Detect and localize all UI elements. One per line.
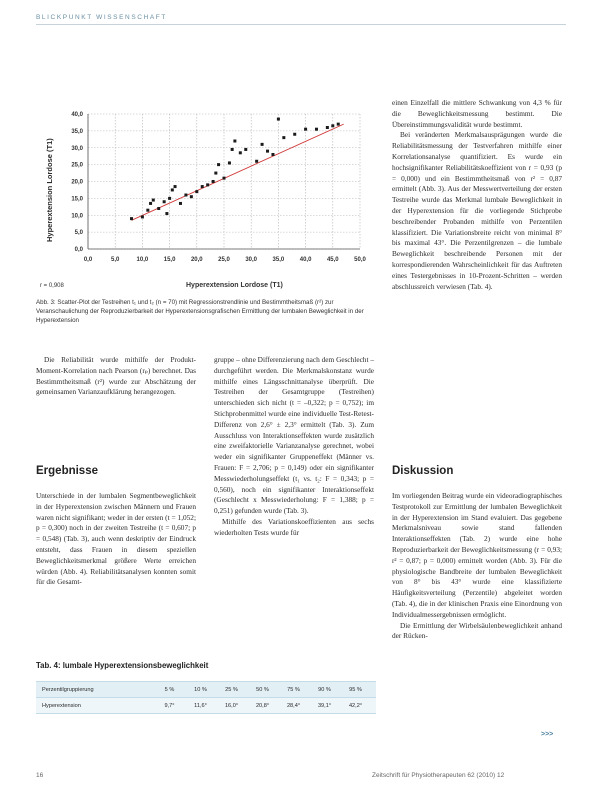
paragraph: Unterschiede in der lumbalen Segmentbeweglichkeit in der Hyperextension zwischen Männern und Frauen waren nicht signifikant; weder in der ersten (t = 1,052; p = 0,300) noch in der zweiten Testreihe (t = 0,607; p = 0,548) (Tab. 3), auch wenn deskriptiv der Eindruck entsteht, dass Frauen in diesem speziellen Beweglichkeitsmerkmal größere Werte erreichen würden (Abb. 4). Reliabilitätsanalysen konnten somit für die Gesamt- [36,491,196,587]
data-point [157,207,160,210]
data-point [130,217,133,220]
x-tick-label: 45,0 [326,257,339,263]
table-cell: 39,1° [317,702,332,709]
section-header: BLICKPUNKT WISSENSCHAFT [36,14,167,21]
journal-footer: Zeitschrift für Physiotherapeuten 62 (2010) 12 [372,772,505,779]
discussion-column [392,491,562,642]
x-tick-label: 30,0 [245,257,258,263]
middle-column [214,355,374,539]
y-tick-label: 40,0 [71,112,83,118]
data-point [244,148,247,151]
data-point [277,118,280,121]
results-paragraph [36,491,196,588]
table-row-label: Hyperextension [42,702,81,709]
y-tick-label: 20,0 [71,179,83,186]
table-header-cell: 90 % [318,686,331,693]
data-point [146,209,149,212]
data-point [163,200,166,203]
table-row [36,697,376,714]
scatter-chart [36,92,375,294]
data-point [184,194,187,197]
figure-caption: Abb. 3: Scatter-Plot der Testreihen t₁ und t₂ (n = 70) mit Regressionstrendlinie und Bestimmtheitsmaß (r²) zur Veranschaulichung der Reproduzierbarkeit der Hyperextensionsgrafischen Ermittlung der lumbalen Beweglichkeit in der Hyperextension [36,299,364,324]
chart-axes [71,112,366,263]
table-header-cell: 95 % [349,686,362,693]
methods-paragraph [36,355,196,398]
y-tick-label: 10,0 [71,213,83,220]
data-point [282,136,285,139]
regression-line [132,124,344,220]
data-point [152,199,155,202]
data-point [195,190,198,193]
table-cell: 16,0° [224,702,239,709]
data-point [266,150,269,153]
data-point [337,123,340,126]
paragraph: gruppe – ohne Differenzierung nach dem Geschlecht – durchgeführt werden. Die Merkmalskonstanz wurde mithilfe eines Längsschnittanalyse überprüft. Die Testreihen der Gesamtgruppe (Testreihen) unterschieden sich nicht (t = –0,322; p = 0,752); im Stichprobenmittel wurde eine individuelle Test-Retest-Differenz von 2,6° ± 2,3° ermittelt (Tab. 3). Zum Ausschluss von Interaktionseffekten wurde zusätzlich eine zweifaktorielle Varianzanalyse gerechnet, wobei weder ein signifikanter Gruppeneffekt (Männer vs. Frauen: F = 2,706; p = 0,149) oder ein signifikanter Messwiederholungseffekt (t₁ vs. t₂: F = 0,343; p = 0,560), noch ein signifikanter Interaktionseffekt (Geschlecht x Messwiederholung: F = 1,388; p = 0,251) gefunden wurde (Tab. 3). [214,355,374,516]
y-tick-label: 5,0 [74,230,83,237]
data-point [168,197,171,200]
data-point [214,172,217,175]
table-header-cell: 5 % [164,686,175,693]
y-tick-label: 15,0 [71,196,83,203]
header-divider [36,24,566,25]
data-point [261,143,264,146]
table-header-row [36,681,376,697]
table-cell: 11,6° [194,702,207,709]
data-point [231,148,234,151]
discussion-heading: Diskussion [392,465,454,477]
table-cell: 9,7° [164,702,175,709]
paragraph: Die Reliabilität wurde mithilfe der Produkt-Moment-Korrelation nach Pearson (rₚ) berechnet. Das Bestimmtheitsmaß (r²) wurde zur Abschätzung der gemeinsamen Varianzaufklärung herangezogen. [36,355,196,397]
table-header-label: Perzentilgruppierung [42,686,94,693]
data-point [228,161,231,164]
y-axis-title: Hyperextension Lordose (T1) [45,138,54,242]
x-axis-title: Hyperextension Lordose (T1) [186,282,283,289]
paragraph: Im vorliegenden Beitrag wurde ein videoradiographisches Testprotokoll zur Ermittlung der lumbalen Beweglichkeit in der Hyperextension im Stand evaluiert. Das gegebene Merkmalsniveau sowie stand fallenden Interaktionseffekten (Tab. 2) wurde eine hohe Reproduzierbarkeit der Beweglichkeitsmessung (r = 0,93; r² = 0,87; p = 0,000) ermittelt worden (Abb. 3). Für die physiologische Bandbreite der lumbalen Beweglichkeit von 8° bis 43° wurde eine klassifizierte Häufigkeitsverteilung (Perzentile) abgeleitet worden (Tab. 4), die in der klinischen Praxis eine Einordnung von Individualmessergebnissen ermöglicht. [392,491,562,619]
data-point [174,185,177,188]
data-point [190,195,193,198]
table-header-cell: 75 % [287,686,300,693]
data-point [255,160,258,163]
table-header-cell: 25 % [225,686,238,693]
table-title: Tab. 4: lumbale Hyperextensionsbeweglichkeit [36,661,209,670]
data-point [315,128,318,131]
paragraph: Die Ermittlung der Wirbelsäulenbeweglichkeit anhand der Rücken- [392,620,562,641]
table-cell: 42,2° [348,702,363,709]
chart-grid [88,114,360,249]
paragraph: Mithilfe des Variationskoeffizienten aus sechs wiederholten Tests wurde für [214,516,374,537]
data-point [165,212,168,215]
data-point [212,180,215,183]
table-header-cell: 10 % [194,686,207,693]
x-tick-label: 15,0 [163,257,176,263]
data-point [326,126,329,129]
table-cell: 20,8° [255,702,270,709]
scatter-chart-svg [36,92,375,294]
data-point [271,153,274,156]
y-tick-label: 0,0 [74,247,83,253]
data-point [233,140,236,143]
data-point [206,183,209,186]
chart-marks [130,118,344,221]
data-point [293,133,296,136]
data-point [223,177,226,180]
x-tick-label: 10,0 [136,257,149,263]
data-point [171,188,174,191]
results-heading: Ergebnisse [36,465,98,477]
page-number: 16 [36,772,44,779]
x-tick-label: 0,0 [83,257,93,263]
data-point [149,202,152,205]
right-column [392,98,562,292]
data-point [141,215,144,218]
paragraph: einen Einzelfall die mittlere Schwankung von 4,3 % für die Beweglichkeitsmessung bestimmt. Die Übereinstimmungsvalidität wurde bestimmt. [392,98,562,129]
data-point [239,151,242,154]
x-tick-label: 5,0 [111,257,120,263]
table-header-cell: 50 % [256,686,269,693]
x-tick-label: 40,0 [299,257,312,263]
y-tick-label: 25,0 [71,162,83,169]
x-tick-label: 25,0 [218,257,230,263]
data-point [217,163,220,166]
paragraph: Bei veränderten Merkmalsausprägungen wurde die Reliabilitätsmessung der Testverfahren mithilfe einer Korrelationsanalyse quantifiziert. Es wurde ein hochsignifikanter Reliabilitätskoeffizient von r = 0,93 (p = 0,000) und ein Bestimmtheitsmaß von r² = 0,87 ermittelt (Abb. 3). Aus der Messwertverteilung der ersten Testreihe wurde das Merkmal lumbale Beweglichkeit in der Hyperextension für die vorliegende Stichprobe beschreibender Probanden mithilfe von Perzentilen klassifiziert. Die Variationsbreite reicht von minimal 8° bis maximal 43°. Die Perzentilgrenzen – die lumbale Beweglichkeit beschreibende Personen mit der korrespondierenden Wahrscheinlichkeit für das Auftreten eines Testergebnisses in 10-Prozent-Schritten – werden abschlussreich verwiesen (Tab. 4). [392,130,562,291]
continue-arrow: >>> [541,731,554,738]
correlation-label: r = 0,908 [40,283,64,289]
data-point [179,202,182,205]
percentile-table [36,681,376,714]
x-tick-label: 50,0 [354,257,366,263]
data-point [304,128,307,131]
data-point [331,124,334,127]
table-cell: 28,4° [286,702,301,709]
y-tick-label: 35,0 [71,128,83,135]
x-tick-label: 20,0 [190,257,203,263]
data-point [201,185,204,188]
x-tick-label: 35,0 [272,257,285,263]
y-tick-label: 30,0 [71,145,83,152]
